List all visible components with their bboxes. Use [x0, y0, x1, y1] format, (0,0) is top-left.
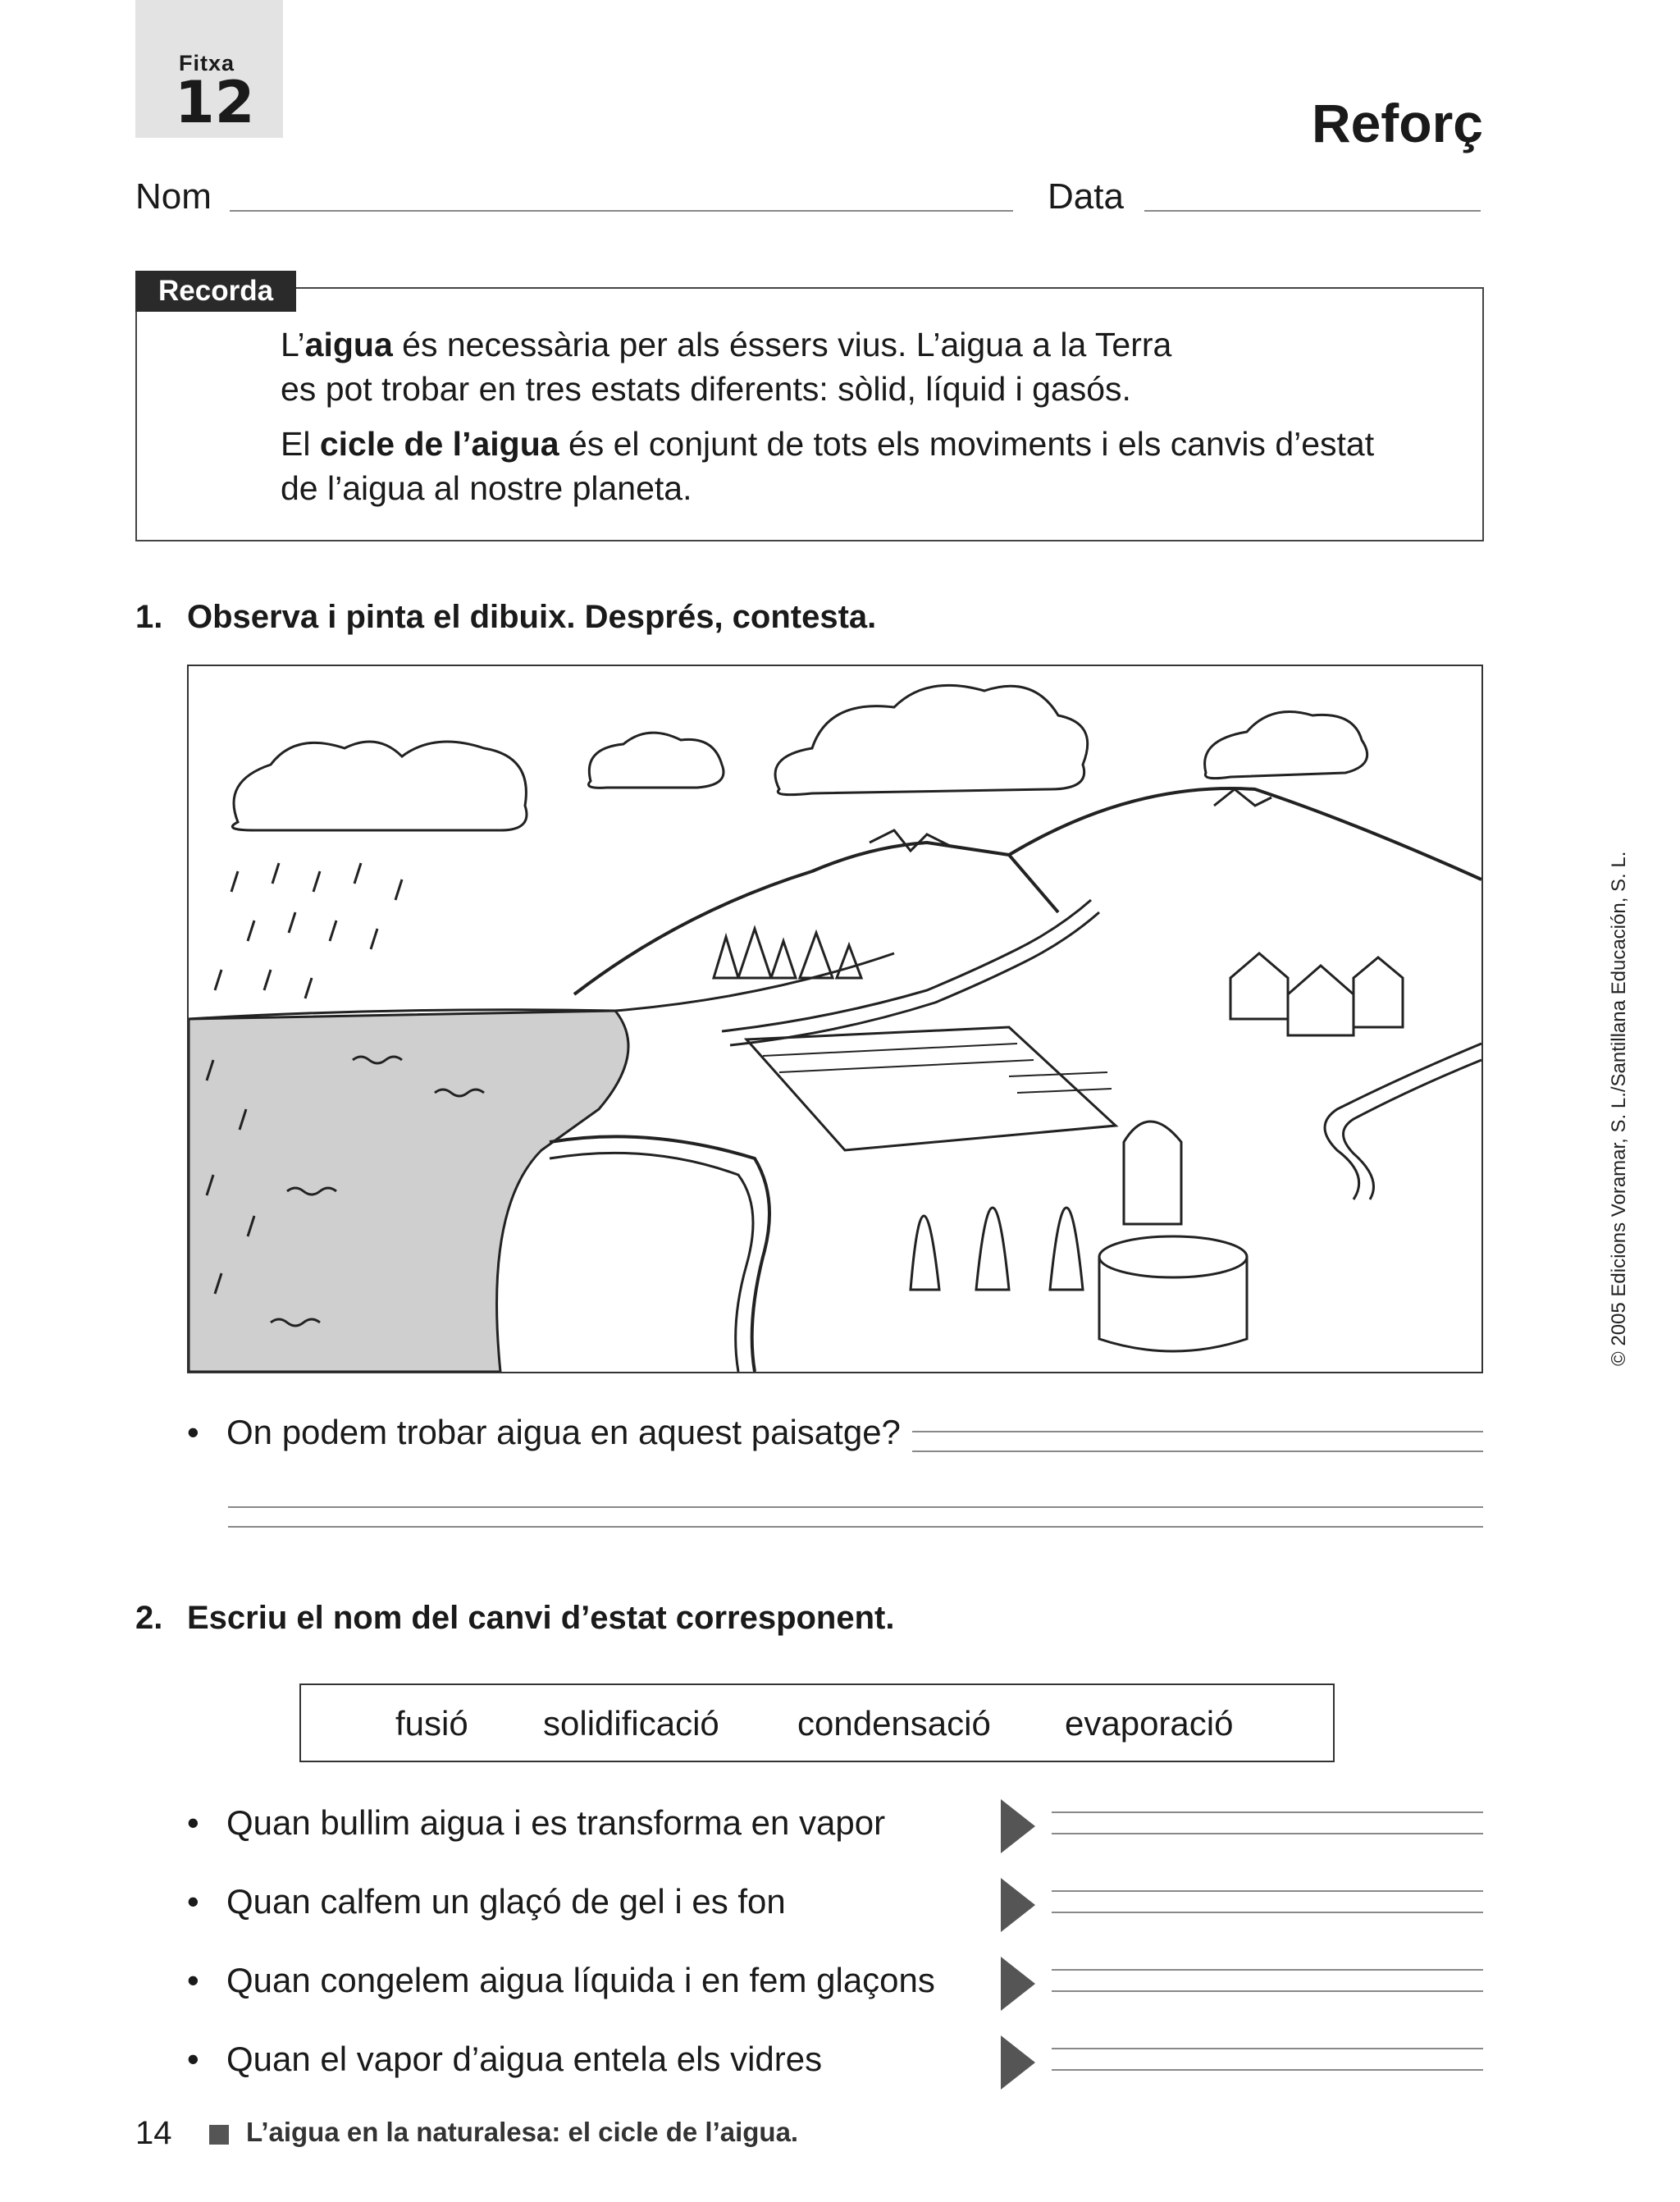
square-icon: [209, 2125, 229, 2145]
fitxa-number: 12: [175, 69, 255, 136]
page-title: Reforç: [1311, 93, 1483, 153]
answer-line-2-3a[interactable]: [1052, 1969, 1483, 1971]
answer-line-2-4b[interactable]: [1052, 2069, 1483, 2071]
item-2: • Quan calfem un glaçó de gel i es fon: [187, 1882, 786, 1921]
answer-line-1d[interactable]: [228, 1526, 1483, 1528]
arrow-icon: [1001, 1878, 1035, 1932]
item-1: • Quan bullim aigua i es transforma en vapor: [187, 1803, 886, 1842]
answer-line-2-4a[interactable]: [1052, 2048, 1483, 2049]
answer-line-1b[interactable]: [912, 1450, 1483, 1452]
answer-line-1c[interactable]: [228, 1506, 1483, 1508]
arrow-icon: [1001, 2035, 1035, 2090]
word-solidificacio: solidificació: [543, 1704, 719, 1743]
exercise-1-title: 1. Observa i pinta el dibuix. Després, contesta.: [135, 599, 877, 635]
item-3: • Quan congelem aigua líquida i en fem glaçons: [187, 1961, 935, 1999]
copyright-notice: © 2005 Edicions Voramar, S. L./Santillana Educación, S. L.: [1608, 851, 1630, 1366]
recorda-paragraph-2: El cicle de l’aigua és el conjunt de tots els moviments i els canvis d’estat de l’aigua al nostre planeta.: [281, 425, 1375, 507]
answer-line-2-1b[interactable]: [1052, 1833, 1483, 1834]
recorda-tab: Recorda: [135, 271, 296, 312]
arrow-icon: [1001, 1957, 1035, 2011]
name-field[interactable]: [230, 210, 1013, 212]
answer-line-2-3b[interactable]: [1052, 1990, 1483, 1992]
word-condensacio: condensació: [797, 1704, 991, 1743]
word-fusio: fusió: [395, 1704, 468, 1743]
answer-line-1a[interactable]: [912, 1431, 1483, 1432]
exercise-2-title: 2. Escriu el nom del canvi d’estat corresponent.: [135, 1600, 895, 1636]
answer-line-2-2a[interactable]: [1052, 1890, 1483, 1892]
recorda-paragraph-1: L’aigua és necessària per als éssers vius. L’aigua a la Terra es pot trobar en tres estats diferents: sòlid, líquid i gasós.: [281, 326, 1172, 408]
answer-line-2-1a[interactable]: [1052, 1811, 1483, 1813]
word-evaporacio: evaporació: [1065, 1704, 1234, 1743]
answer-line-2-2b[interactable]: [1052, 1912, 1483, 1913]
arrow-icon: [1001, 1799, 1035, 1853]
page-number: 14: [135, 2115, 172, 2151]
question-1: • On podem trobar aigua en aquest paisatge?: [187, 1413, 901, 1451]
item-4: • Quan el vapor d’aigua entela els vidres: [187, 2040, 823, 2078]
fitxa-label: Fitxa: [179, 51, 235, 75]
date-field[interactable]: [1144, 210, 1481, 212]
unit-title: L’aigua en la naturalesa: el cicle de l’aigua.: [246, 2117, 799, 2147]
date-label: Data: [1048, 176, 1124, 217]
landscape-drawing: [187, 665, 1483, 1373]
name-label: Nom: [135, 176, 212, 217]
